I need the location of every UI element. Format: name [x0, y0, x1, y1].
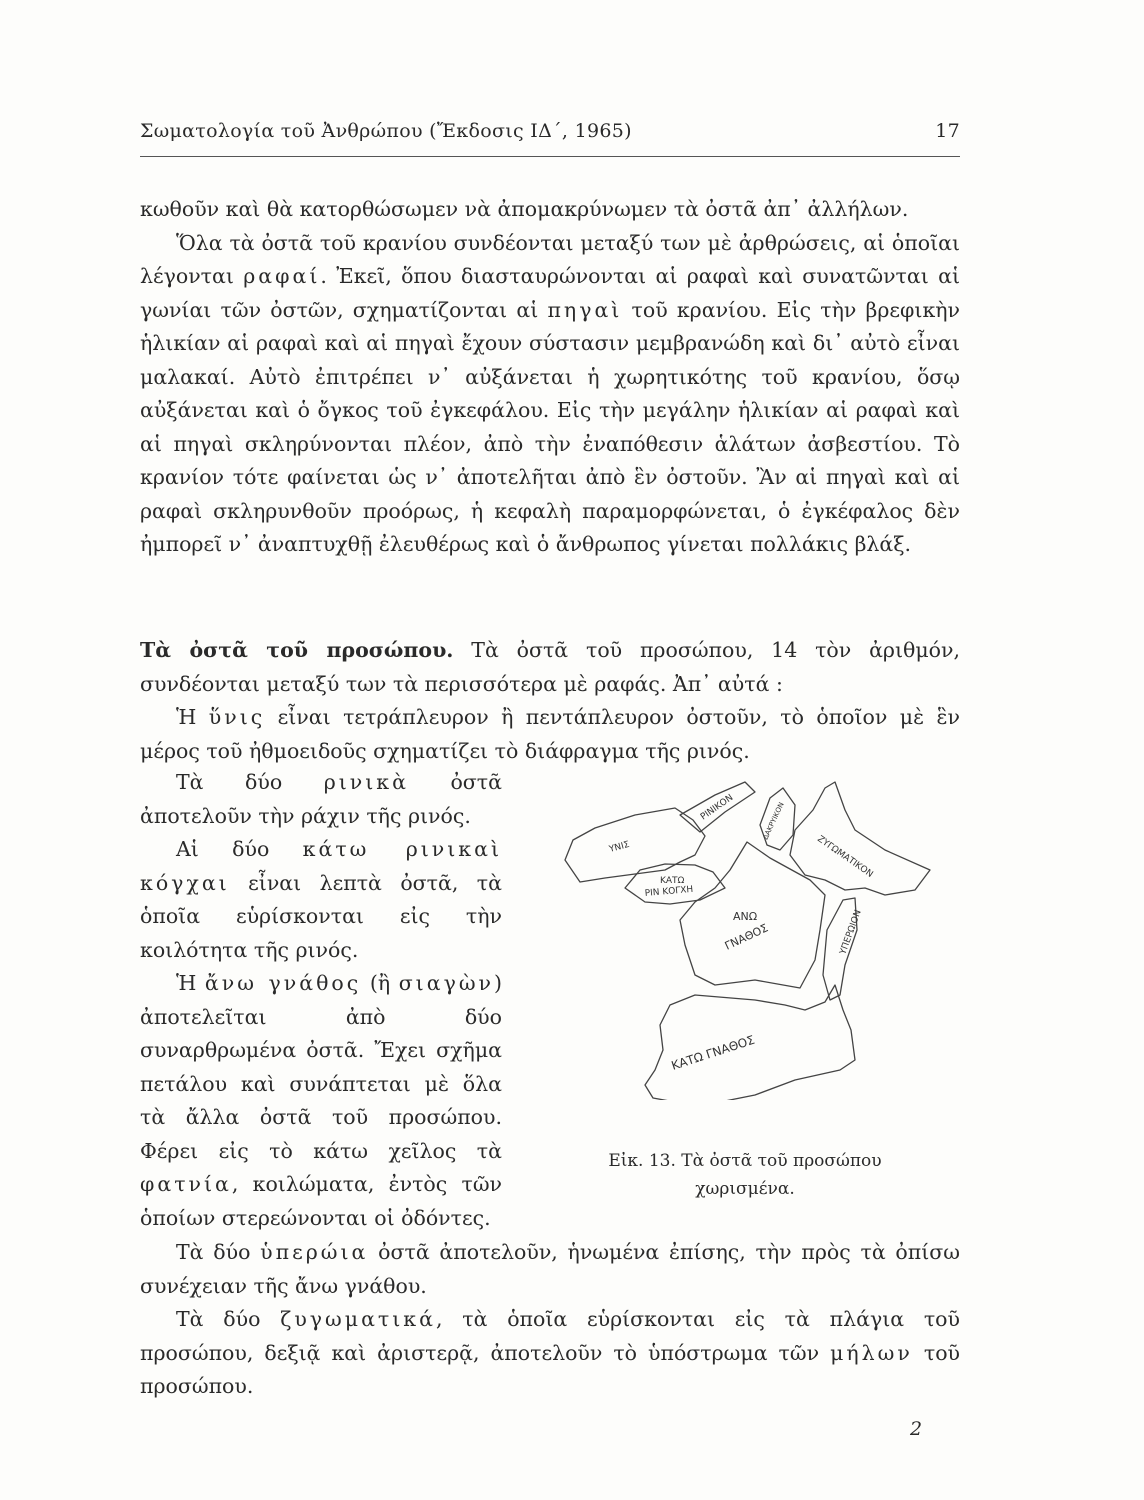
- header-title: Σωματολογία τοῦ Ἀνθρώπου (Ἔκδοσις ΙΔ΄, 1965): [140, 120, 632, 142]
- figure-label-concha-2: ΡΙΝ ΚΟΓΧΗ: [644, 884, 694, 899]
- figure-label-lacrimal: ΔΑΚΡΥΙΚΟΝ: [761, 801, 786, 841]
- text-run: Ὅλα τὰ ὀστᾶ τοῦ κρανίου συνδέονται μεταξύ των μὲ ἀρθρώσεις, αἱ ὁποῖαι λέγονται: [140, 230, 960, 288]
- text-run: ) ἀποτελεῖται ἀπὸ δύο συναρθρωμένα ὀστᾶ. Ἔχει σχῆμα πετάλου καὶ συνάπτεται μὲ ὅλα τὰ ἄλλα ὀστᾶ τοῦ προσώπου. Φέρει εἰς τὸ κάτω χεῖλος τὰ: [140, 971, 502, 1163]
- paragraph-zygomatic: [140, 1303, 960, 1404]
- header-rule: [140, 156, 960, 157]
- paragraph-vomer: [140, 701, 960, 768]
- running-header: [140, 120, 960, 142]
- figure-caption: [540, 1147, 950, 1203]
- term-fontanelles: πηγαὶ: [547, 297, 623, 322]
- text-run: Ἡ: [176, 971, 205, 995]
- section-face-bones: [140, 634, 960, 768]
- text-run: ὀστᾶ ἀποτελοῦν τὴν ράχιν τῆς ρινός.: [140, 770, 502, 828]
- text-run: ὀστᾶ ἀποτελοῦν, ἡνωμένα ἐπίσης, τὴν πρὸς τὰ ὀπίσω συνέχειαν τῆς ἄνω γνάθου.: [140, 1240, 960, 1298]
- paragraph-maxilla: [140, 967, 502, 1235]
- figure-label-maxilla-1: ΑΝΩ: [733, 910, 758, 923]
- term-maxilla: ἄνω γνάθος: [204, 971, 362, 995]
- text-run: Αἱ δύο: [176, 837, 303, 861]
- caption-line-1: Εἰκ. 13. Τὰ ὀστᾶ τοῦ προσώπου: [608, 1151, 882, 1171]
- text-run: Ἡ: [176, 705, 209, 729]
- text-run: Τὰ δύο: [176, 770, 324, 794]
- left-column-text: [140, 766, 502, 1235]
- text-run: Τὰ δύο: [176, 1307, 281, 1331]
- body-bottom: [140, 1236, 960, 1404]
- text-run: τοῦ προσώπου.: [140, 1340, 960, 1398]
- text-run: εἶναι λεπτὰ ὀστᾶ, τὰ ὁποῖα εὑρίσκονται εἰς τὴν κοιλότητα τῆς ρινός.: [140, 870, 502, 962]
- term-alveoli: φατνία: [140, 1172, 232, 1196]
- figure-label-vomer: ΥΝΙΣ: [608, 839, 631, 855]
- text-run: (ἢ: [361, 971, 399, 995]
- paragraph-nasal: [140, 766, 502, 833]
- face-bones-figure: [555, 770, 955, 1100]
- text-run: εἶναι τετράπλευρον ἢ πεντάπλευρον ὀστοῦν, τὸ ὁποῖον μὲ ἓν μέρος τοῦ ἠθμοειδοῦς σχηματίζει τὸ διάφραγμα τῆς ρινός.: [140, 705, 960, 763]
- zygomatic-shape: [790, 782, 930, 895]
- page-number: 17: [935, 120, 960, 142]
- figure-label-concha-1: ΚΑΤΩ: [660, 876, 685, 886]
- term-nasal: ρινικὰ: [323, 770, 409, 794]
- text-run: Τὰ δύο: [176, 1240, 261, 1264]
- figure-label-mandible: ΚΑΤΩ ΓΝΑΘΟΣ: [669, 1032, 757, 1073]
- section-heading: Τὰ ὀστᾶ τοῦ προσώπου.: [140, 638, 454, 662]
- term-sutures: ραφαί: [243, 264, 321, 288]
- text-run: τοῦ κρανίου. Εἰς τὴν βρεφικὴν ἡλικίαν αἱ ραφαὶ καὶ αἱ πηγαὶ ἔχουν σύστασιν μεμβρανώδη καὶ δι᾽ αὐτὸ εἶναι μαλακαί. Αὐτὸ ἐπιτρέπει ν᾽ αὐξάνεται ἡ χωρητικότης τοῦ κρανίου, ὅσῳ αὐξάνεται καὶ ὁ ὄγκος τοῦ ἐγκεφάλου. Εἰς τὴν μεγάλην ἡλικίαν αἱ ραφαὶ καὶ αἱ πηγαὶ σκληρύνονται πλέον, ἀπὸ τὴν ἐναπόθεσιν ἁλάτων ἀσβεστίου. Τὸ κρανίον τότε φαίνεται ὡς ν᾽ ἀποτελῆται ἀπὸ ἓν ὀστοῦν. Ἂν αἱ πηγαὶ καὶ αἱ ραφαὶ σκληρυνθοῦν προόρως, ἡ κεφαλὴ παραμορφώνεται, ὁ ἐγκέφαλος δὲν ἠμπορεῖ ν᾽ ἀναπτυχθῇ ἐλευθέρως καὶ ὁ ἄνθρωπος γίνεται πολλάκις βλάξ.: [140, 297, 960, 556]
- body-top: [140, 193, 960, 562]
- term-siagon: σιαγὼν: [398, 971, 494, 995]
- caption-line-2: χωρισμένα.: [695, 1179, 795, 1199]
- figure-label-palatine: ΥΠΕΡΩΙΟΝ: [838, 908, 864, 957]
- term-vomer: ὕνις: [208, 705, 266, 729]
- section-intro: [140, 634, 960, 701]
- term-conchae: κάτω ρινικαὶ κόγχαι: [140, 837, 503, 895]
- paragraph-conchae: [140, 833, 502, 967]
- section-intro-text: Τὰ ὀστᾶ τοῦ προσώπου, 14 τὸν ἀριθμόν, συνδέονται μεταξύ των τὰ περισσότερα μὲ ραφάς. Ἀπ᾽ αὐτά :: [140, 638, 960, 696]
- figure-label-nasal: ΡΙΝΙΚΟΝ: [698, 792, 736, 823]
- figure-label-maxilla-2: ΓΝΑΘΟΣ: [722, 921, 771, 953]
- term-zygomatic: ζυγωματικά: [280, 1307, 436, 1331]
- paragraph-palatine: [140, 1236, 960, 1303]
- figure-label-zygomatic: ΖΥΓΩΜΑΤΙΚΟΝ: [815, 834, 875, 880]
- term-cheeks: μήλων: [830, 1340, 913, 1365]
- text-run: , κοιλώματα, ἐντὸς τῶν ὁποίων στερεώνονται οἱ ὀδόντες.: [140, 1172, 502, 1230]
- signature-mark: 2: [910, 1418, 923, 1440]
- text-run: , τὰ ὁποῖα εὑρίσκονται εἰς τὰ πλάγια τοῦ προσώπου, δεξιᾷ καὶ ἀριστερᾷ, ἀποτελοῦν τὸ ὑπόστρωμα τῶν: [140, 1307, 960, 1365]
- paragraph-skull-sutures: [140, 227, 960, 562]
- paragraph-continuation: κωθοῦν καὶ θὰ κατορθώσωμεν νὰ ἀπομακρύνωμεν τὰ ὀστᾶ ἀπ᾽ ἀλλήλων.: [140, 197, 909, 221]
- term-palatine: ὑπερώια: [260, 1240, 369, 1264]
- text-run: . Ἐκεῖ, ὅπου διασταυρώνονται αἱ ραφαὶ καὶ συνατῶνται αἱ γωνίαι τῶν ὀστῶν, σχηματίζονται αἱ: [140, 264, 960, 322]
